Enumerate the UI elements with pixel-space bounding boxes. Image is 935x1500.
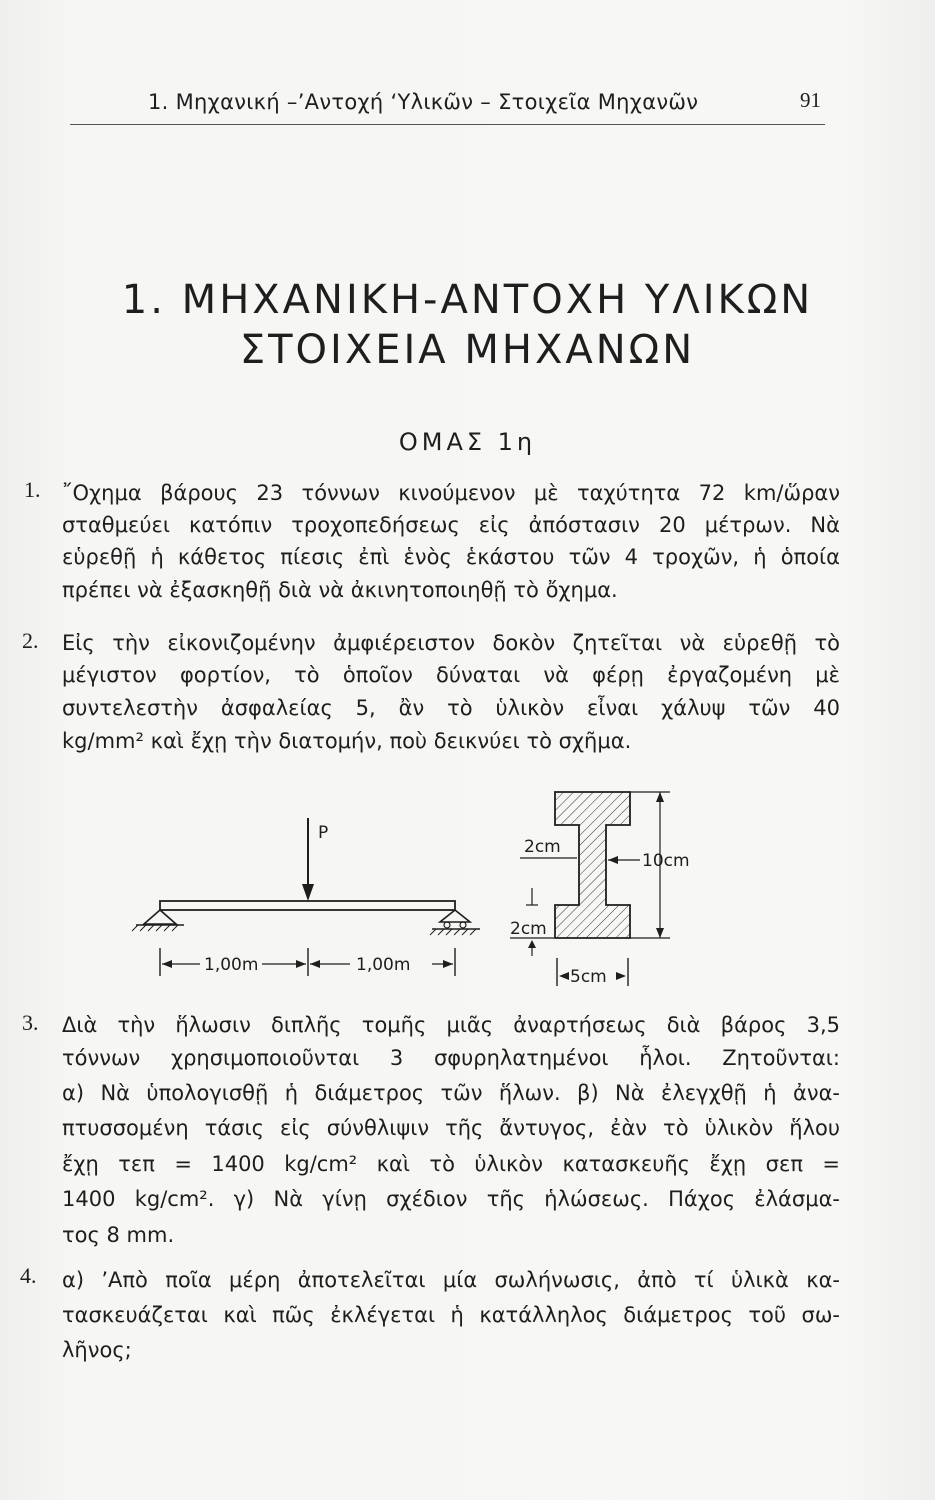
problem-line: α) Νὰ ὑπολογισθῇ ἡ διάμετρος τῶν ἥλων. β) Νὰ ἐλεγχθῇ ἡ ἀνα- [62, 1081, 840, 1105]
problem-line: εὑρεθῇ ἡ κάθετος πίεσις ἐπὶ ἑνὸς ἑκάστου τῶν 4 τροχῶν, ἡ ὁποία [62, 545, 840, 569]
problem-line: τος 8 mm. [62, 1223, 175, 1247]
roller-icon [460, 922, 466, 928]
problem-line: μέγιστον φορτίον, τὸ ὁποῖον δύναται νὰ φέρῃ ἐργαζομένη μὲ [62, 663, 840, 687]
problem-line: ῎Οχημα βάρους 23 τόννων κινούμενον μὲ ταχύτητα 72 km/ὥραν [62, 481, 840, 505]
simply-supported-beam [132, 818, 480, 976]
roller-icon [444, 922, 450, 928]
problem-line: kg/mm² καὶ ἔχῃ τὴν διατομήν, ποὺ δεικνύει τὸ σχῆμα. [62, 729, 632, 753]
problem-number: 2. [22, 628, 39, 653]
ground-hatch-icon [132, 925, 178, 931]
dimension-arrow [162, 960, 172, 968]
load-label: P [318, 823, 329, 843]
i-section-shape [555, 792, 630, 938]
bottom-flange-label: 2cm [510, 919, 547, 939]
span-right-label: 1,00m [356, 955, 411, 975]
dimension-arrow [310, 960, 320, 968]
problem-line: Διὰ τὴν ἥλωσιν διπλῆς τομῆς μιᾶς ἀναρτήσεως διὰ βάρος 3,5 [62, 1013, 840, 1037]
problem-line: πτυσσομένη τάσις εἰς σύνθλιψιν τῆς ἄντυγος, ἐὰν τὸ ὑλικὸν ἥλου [62, 1116, 840, 1140]
roller-support-icon [440, 910, 470, 922]
problem-line: τασκευάζεται καὶ πῶς ἐκλέγεται ἡ κατάλληλος διάμετρος τοῦ σω- [62, 1303, 840, 1327]
dimension-arrow [656, 928, 664, 938]
problem-line: ἔχῃ τεπ = 1400 kg/cm² καὶ τὸ ὑλικὸν κατασκευῆς ἔχῃ σεπ = [62, 1152, 840, 1176]
dimension-arrow [656, 792, 664, 802]
problem-line: λῆνος; [62, 1338, 132, 1362]
dimension-arrow [528, 940, 536, 948]
dimension-arrow [616, 972, 626, 980]
problem-line: 1400 kg/cm². γ) Νὰ γίνῃ σχέδιον τῆς ἡλώσεως. Πάχος ἐλάσμα- [62, 1187, 840, 1211]
flange-width-label: 5cm [570, 967, 607, 987]
problem-line: σταθμεύει κατόπιν τροχοπεδήσεως εἰς ἀπόστασιν 20 μέτρων. Νὰ [62, 513, 840, 537]
pin-support-icon [144, 910, 176, 924]
running-header: 1. Μηχανική –’Αντοχή ‘Υλικῶν – Στοιχεῖα Μηχανῶν [148, 90, 699, 114]
dimension-arrow [443, 960, 453, 968]
header-rule [70, 124, 825, 125]
section-height-label: 10cm [642, 851, 690, 871]
load-arrowhead [302, 884, 314, 901]
problem-number: 1. [24, 477, 41, 502]
group-heading: ΟΜΑΣ 1η [398, 428, 537, 456]
top-flange-label: 2cm [524, 837, 561, 857]
page-number: 91 [800, 88, 821, 112]
i-beam-cross-section [510, 792, 690, 987]
problem-line: πρέπει νὰ ἐξασκηθῇ διὰ νὰ ἀκινητοποιηθῇ τὸ ὄχημα. [62, 578, 618, 602]
problem-number: 4. [20, 1263, 37, 1288]
span-left-label: 1,00m [204, 955, 259, 975]
ground-hatch-icon [430, 929, 476, 935]
problem-line: τόννων χρησιμοποιοῦνται 3 σφυρηλατημένοι ἧλοι. Ζητοῦνται: [62, 1046, 840, 1070]
dimension-arrow [559, 972, 569, 980]
problem-line: συντελεστὴν ἀσφαλείας 5, ἂν τὸ ὑλικὸν εἶναι χάλυψ τῶν 40 [62, 696, 840, 720]
chapter-title-line-1: 1. ΜΗΧΑΝΙΚΗ-ΑΝΤΟΧΗ ΥΛΙΚΩΝ [121, 277, 814, 323]
problem-line: α) ’Απὸ ποῖα μέρη ἀποτελεῖται μία σωλήνωσις, ἀπὸ τί ὑλικὰ κα- [62, 1268, 840, 1292]
dimension-arrow [608, 856, 618, 864]
beam-body [160, 901, 455, 910]
problem-line: Εἰς τὴν εἰκονιζομένην ἀμφιέρειστον δοκὸν ζητεῖται νὰ εὑρεθῇ τὸ [62, 631, 840, 655]
beam-section-figure [120, 780, 740, 1020]
problem-number: 3. [22, 1010, 39, 1035]
chapter-title-line-2: ΣΤΟΙΧΕΙΑ ΜΗΧΑΝΩΝ [239, 327, 696, 373]
dimension-arrow [296, 960, 306, 968]
